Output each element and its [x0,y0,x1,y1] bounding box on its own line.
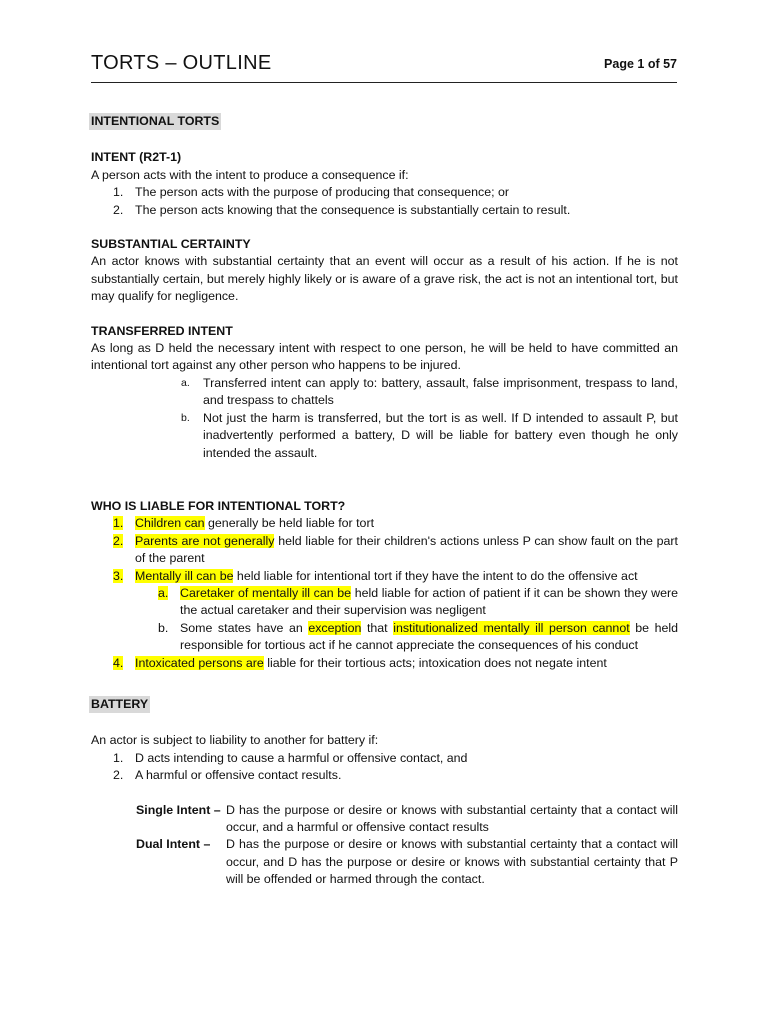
list-item: b. Some states have an exception that institutionalized mentally ill person cannot be held responsible for tortious act if he cannot appreciate the consequences of his conduct [158,620,678,653]
highlighted-text: Intoxicated persons are [135,655,264,670]
list-item: a. Caretaker of mentally ill can be held liable for action of patient if it can be shown they were the actual caretaker and their supervision was negligent [158,585,678,618]
highlighted-text: institutionalized mentally ill person cannot [393,620,630,635]
definition-dual-intent: Dual Intent – D has the purpose or desire or knows with substantial certainty that a contact will occur, and D has the purpose or desire or knows with substantial certainty that P will be offended or harmed through the contact. [136,837,678,887]
section-heading-intentional-torts: INTENTIONAL TORTS [91,113,678,130]
battery-section [91,732,678,888]
intent-text: A person acts with the intent to produce a consequence if: [91,167,409,182]
document-title: TORTS – OUTLINE [91,52,272,74]
list-item: 4. Intoxicated persons are liable for their tortious acts; intoxication does not negate intent [113,655,607,670]
list-item: 1. D acts intending to cause a harmful or offensive contact, and [113,750,468,765]
highlighted-text: Caretaker of mentally ill can be [180,585,352,600]
section-heading-battery: BATTERY [91,696,678,713]
battery-text: An actor is subject to liability to another for battery if: [91,733,379,748]
list-item: 2. Parents are not generally held liable for their children's actions unless P can show fault on the part of the parent [113,533,678,566]
list-item: a. Transferred intent can apply to: battery, assault, false imprisonment, trespass to land, and trespass to chattels [181,375,678,408]
intent-heading: INTENT (R2T-1) [91,150,182,165]
highlighted-text: Parents are not generally [135,533,275,548]
substantial-certainty-heading: SUBSTANTIAL CERTAINTY [91,237,251,252]
list-item: b. Not just the harm is transferred, but the tort is as well. If D intended to assault P, but inadvertently performed a battery, D will be liable for battery even though he only intended the assault. [181,410,678,460]
page-header [91,48,677,83]
substantial-certainty-text: An actor knows with substantial certainty that an event will occur as a result of his action. If he is not substantially certain, but merely highly likely or is aware of a grave risk, the act is not an intentional tort, but may qualify for negligence. [91,254,678,304]
list-item: 3. Mentally ill can be held liable for intentional tort if they have the intent to do the offensive act [113,568,638,583]
who-liable-heading: WHO IS LIABLE FOR INTENTIONAL TORT? [91,498,346,513]
list-item: 2. A harmful or offensive contact results. [113,768,342,783]
substantial-certainty-section [91,236,678,306]
list-item: 1. Children can generally be held liable for tort [113,516,375,531]
definition-single-intent: Single Intent – D has the purpose or desire or knows with substantial certainty that a contact will occur, and a harmful or offensive contact results [136,802,678,834]
transferred-intent-heading: TRANSFERRED INTENT [91,323,233,338]
highlighted-text: Children can [135,516,205,531]
transferred-intent-text: As long as D held the necessary intent with respect to one person, he will be held to have committed an intentional tort against any other person who happens to be injured. [91,341,678,373]
list-item: 2. The person acts knowing that the consequence is substantially certain to result. [113,202,571,217]
list-item: 1. The person acts with the purpose of producing that consequence; or [113,185,510,200]
who-liable-section [91,498,678,672]
transferred-intent-section [91,323,678,462]
document-body [91,113,678,889]
highlighted-text: Mentally ill can be [135,568,234,583]
intent-section [91,149,678,219]
page-number: Page 1 of 57 [604,57,677,71]
highlighted-text: exception [308,620,362,635]
